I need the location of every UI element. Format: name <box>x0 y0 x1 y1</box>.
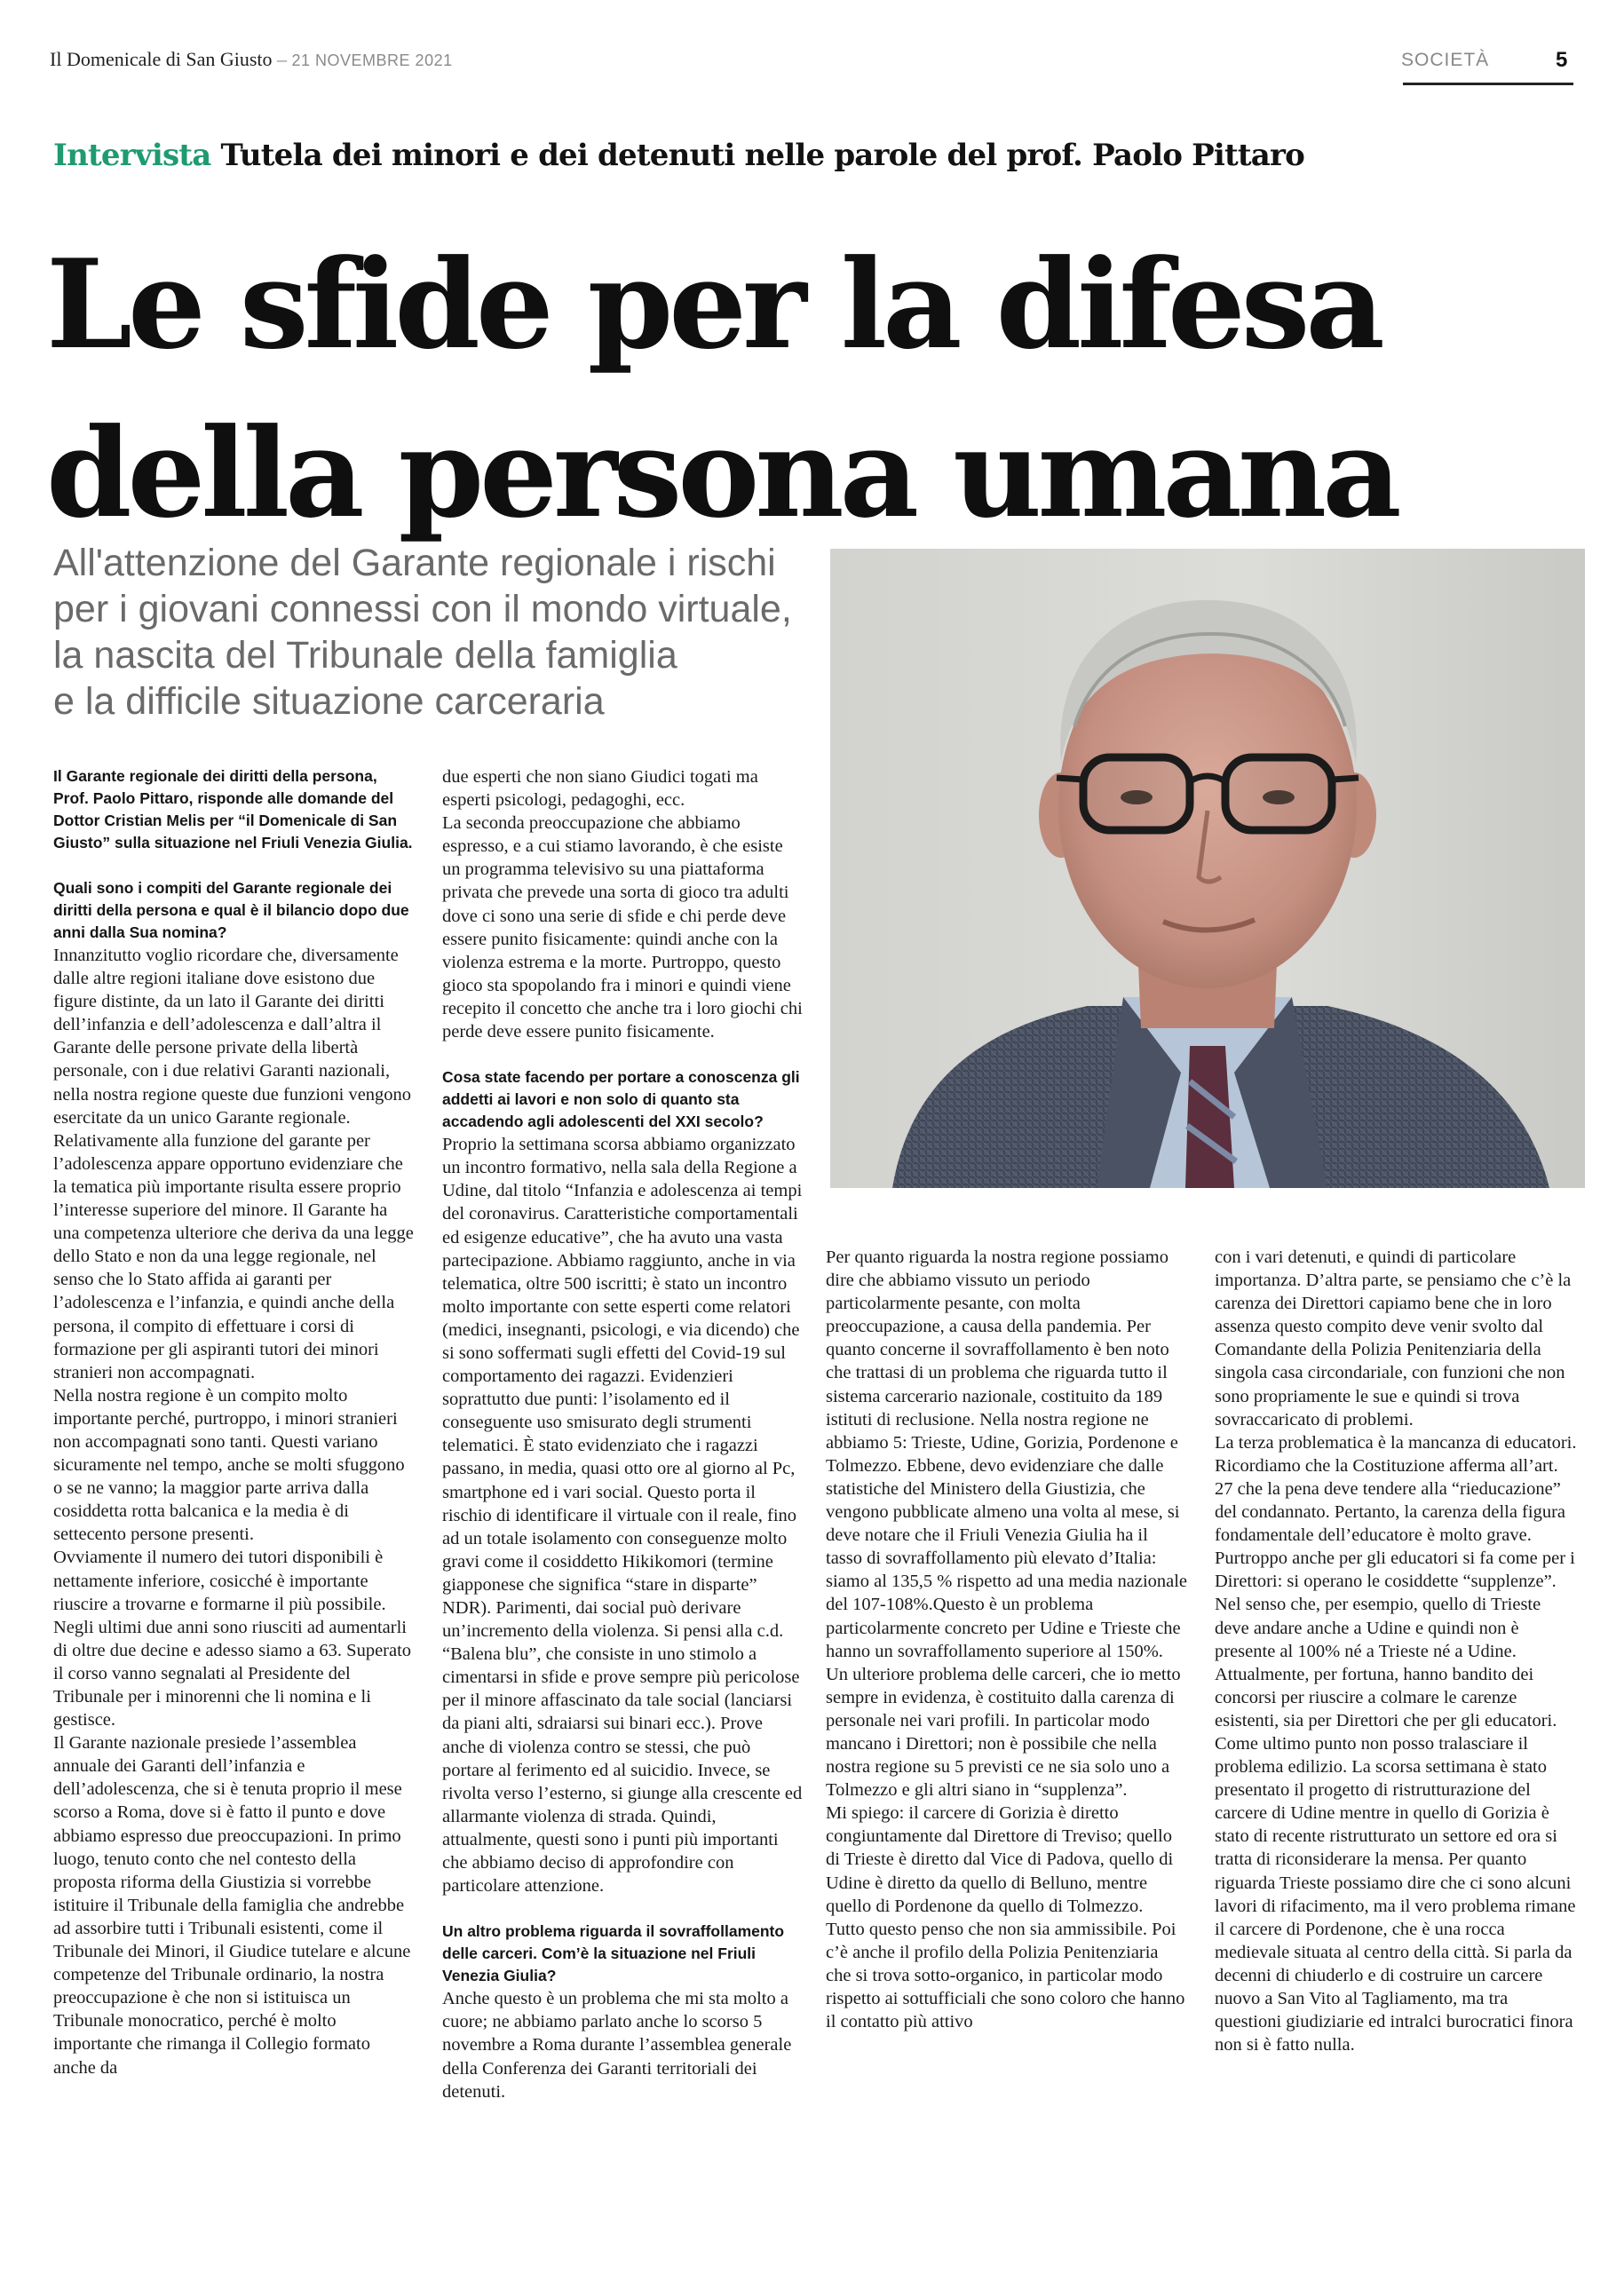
headline-line-1: Le sfide per la difesa <box>46 232 1381 376</box>
article-column-4 <box>1215 1246 1577 2056</box>
interview-question: Un altro problema riguarda il sovraffollamento delle carceri. Com’è la situazione nel Friuli Venezia Giulia? <box>442 1922 785 1985</box>
standfirst-line: e la difficile situazione carceraria <box>53 680 605 723</box>
answer-paragraph: Ovviamente il numero dei tutori disponibili è nettamente inferiore, cosicché è importante riuscire a trovarne e formarne il più possibile. Negli ultimi due anni sono riusciti ad aumentarli di oltre due decine e adesso siamo a 63. Superato il corso vanno segnalati al Presidente del Tribunale per i minorenni che li nomina e li gestisce. <box>53 1548 412 1730</box>
headline <box>46 220 1600 558</box>
article-column-2 <box>442 765 804 2103</box>
kicker-text: Tutela dei minori e dei detenuti nelle parole del prof. Paolo Pittaro <box>210 138 1305 173</box>
answer-paragraph: Relativamente alla funzione del garante per l’adolescenza appare opportuno evidenziare che la tematica più importante risulta essere proprio l’interesse superiore del minore. Il Garante ha una competenza ulteriore che deriva da una legge dello Stato e non da una legge regionale, nel senso che lo Stato affida ai garanti per l’adolescenza e l’infanzia, e quindi anche della persona, il compito di effettuare i corsi di formazione per gli aspiranti tutori dei minori stranieri non accompagnati. <box>53 1130 414 1382</box>
answer-paragraph: Tutto questo penso che non sia ammissibile. Poi c’è anche il profilo della Polizia Penitenziaria che si trova sotto-organico, in particolar modo rispetto ai sottufficiali che sono coloro che hanno il contatto più attivo <box>826 1919 1185 2032</box>
answer-paragraph: La seconda preoccupazione che abbiamo espresso, e a cui stiamo lavorando, è che esiste un programma televisivo su una piattaforma privata che prevede una sorta di gioco tra adulti dove ci sono una serie di sfide e chi perde deve essere punito fisicamente: quindi anche con la violenza estrema e la morte. Purtroppo, questo gioco sta spopolando fra i minori e quindi viene recepito il concetto che anche tra i loro giochi chi perde deve essere punito fisicamente. <box>442 813 803 1042</box>
answer-paragraph: Il Garante nazionale presiede l’assemblea annuale dei Garanti dell’infanzia e dell’adolescenza, che si è tenuta proprio il mese scorso a Roma, dove si è fatto il punto e dove abbiamo espresso due preoccupazioni. In primo luogo, tenuto conto che nel contesto della proposta riforma della Giustizia si vorrebbe istituire il Tribunale della famiglia che andrebbe ad assorbire tutti i Tribunali esistenti, come il Tribunale dei Minori, il Giudice tutelare e alcune competenze del Tribunale ordinario, la nostra preoccupazione è che non si istituisca un Tribunale monocratico, perché è molto importante che rimanga il Collegio formato anche da <box>53 1733 411 2078</box>
answer-paragraph: con i vari detenuti, e quindi di particolare importanza. D’altra parte, se pensiamo che c’è la carenza dei Direttori capiamo bene che in loro assenza questo compito deve venir svolto dal Comandante della Polizia Penitenziaria della singola casa circondariale, con funzioni che non sono propriamente le sue e quindi si trova sovraccaricato di problemi. <box>1215 1247 1572 1430</box>
kicker <box>53 138 1304 173</box>
article-column-3 <box>826 1246 1188 2033</box>
answer-paragraph: Attualmente, per fortuna, hanno bandito dei concorsi per riuscire a colmare le carenze esistenti, sia per Direttori che per gli educatori. <box>1215 1664 1557 1730</box>
interview-question: Cosa state facendo per portare a conoscenza gli addetti ai lavori e non solo di quanto sta accadendo agli adolescenti del XXI secolo? <box>442 1068 800 1131</box>
section-rule <box>1403 83 1573 85</box>
answer-paragraph: Purtroppo anche per gli educatori si fa come per i Direttori: si operano le cosiddette “supplenze”. Nel senso che, per esempio, quello di Trieste deve andare anche a Udine e quindi non è presente al 100% né a Trieste né a Udine. <box>1215 1548 1575 1661</box>
standfirst-line: per i giovani connessi con il mondo virtuale, <box>53 588 792 630</box>
answer-paragraph: Come ultimo punto non posso tralasciare il problema edilizio. La scorsa settimana è stato presentato il progetto di ristrutturazione del carcere di Udine mentre in quello di Gorizia è stato di recente ristrutturato un settore ed ora si tratta di riconsiderare la mensa. Per quanto riguarda Trieste possiamo dire che ci sono alcuni lavori di rifacimento, ma il vero problema rimane il carcere di Pordenone, che è una rocca medievale situata al centro della città. Si parla da decenni di chiuderlo e di costruire un carcere nuovo a San Vito al Tagliamento, ma tra questioni giudiziarie ed intralci burocratici finora non si è fatto nulla. <box>1215 1733 1576 2055</box>
kicker-label: Intervista <box>53 138 211 173</box>
masthead <box>50 48 453 71</box>
standfirst-line: All'attenzione del Garante regionale i rischi <box>53 542 776 584</box>
issue-date: 21 NOVEMBRE 2021 <box>291 51 453 69</box>
answer-paragraph: Anche questo è un problema che mi sta molto a cuore; ne abbiamo parlato anche lo scorso 5 novembre a Roma durante l’assemblea generale della Conferenza dei Garanti territoriali dei detenuti. <box>442 1989 792 2102</box>
standfirst <box>53 540 835 725</box>
answer-paragraph: Nella nostra regione è un compito molto importante perché, purtroppo, i minori stranieri non accompagnati sono tanti. Questi variano sicuramente nel tempo, anche se molti sfuggono o se ne vanno; la maggior parte arriva dalla cosiddetta rotta balcanica e la media è di settecento persone presenti. <box>53 1385 405 1545</box>
headline-line-2: della persona umana <box>46 400 1398 545</box>
section-label: SOCIETÀ <box>1401 50 1490 70</box>
answer-paragraph: Proprio la settimana scorsa abbiamo organizzato un incontro formativo, nella sala della Regione a Udine, dal titolo “Infanzia e adolescenza ai tempi del coronavirus. Caratteristiche comportamentali ed esigenze educative”, che ha avuto una vasta partecipazione. Abbiamo raggiunto, anche in via telematica, oltre 500 iscritti; è stato un incontro molto importante con sette esperti come relatori (medici, insegnanti, psicologi, e via dicendo) che si sono soffermati sugli effetti del Covid-19 sul comportamento dei ragazzi. Evidenzieri soprattutto due punti: l’isolamento ed il conseguente uso smisurato degli strumenti telematici. È stato evidenziato che i ragazzi passano, in media, quasi otto ore al giorno al Pc, smartphone ed i vari social. Questo porta il rischio di identificare il virtuale con il reale, fino ad un totale isolamento con conseguenze molto gravi come il cosiddetto Hikikomori (termine giapponese che significa “stare in disparte” NDR). Parimenti, dai social può derivare un’incremento della violenza. Si pensi alla c.d. “Balena blu”, che consiste in uno stimolo a cimentarsi in sfide e prove sempre più pericolose per il minore affascinato da tale social (lanciarsi da piani alti, sdraiarsi sui binari ecc.). Prove anche di violenza contro se stessi, che può portare al ferimento ed al suicidio. Invece, se rivolta verso l’esterno, si giunge alla crescente ed allarmante violenza di strada. Quindi, attualmente, questi sono i punti più importanti che abbiamo deciso di approfondire con particolare attenzione. <box>442 1135 803 1897</box>
article-column-1 <box>53 765 416 2079</box>
answer-paragraph: Per quanto riguarda la nostra regione possiamo dire che abbiamo vissuto un periodo particolarmente pesante, con molta preoccupazione, a causa della pandemia. Per quanto concerne il sovraffollamento è ben noto che trattasi di un problema che riguarda tutto il sistema carcerario nazionale, costituito da 189 istituti di reclusione. Nella nostra regione ne abbiamo 5: Trieste, Udine, Gorizia, Pordenone e Tolmezzo. Ebbene, devo evidenziare che dalle statistiche del Ministero della Giustizia, che vengono pubblicate almeno una volta al mese, si deve notare che il Friuli Venezia Giulia ha il tasso di sovraffollamento più elevato d’Italia: siamo al 135,5 % rispetto ad una media nazionale del 107-108%.Questo è un problema particolarmente concreto per Udine e Trieste che hanno un sovraffollamento superiore al 150%. Un ulteriore problema delle carceri, che io metto sempre in evidenza, è costituito dalla carenza di personale nei vari profili. In particolar modo mancano i Direttori; non è possibile che nella nostra regione su 5 previsti ce ne sia solo uno a Tolmezzo e gli altri siano in “supplenza”. <box>826 1247 1188 1801</box>
answer-paragraph: due esperti che non siano Giudici togati ma esperti psicologi, pedagoghi, ecc. <box>442 767 758 811</box>
answer-paragraph: La terza problematica è la mancanza di educatori. Ricordiamo che la Costituzione afferma all’art. 27 che la pena deve tendere alla “rieducazione” del condannato. Pertanto, la carenza della figura fondamentale dell’educatore è molto grave. <box>1215 1432 1577 1546</box>
masthead-separator: – <box>272 48 292 70</box>
answer-paragraph: Innanzitutto voglio ricordare che, diversamente dalle altre regioni italiane dove esistono due figure distinte, da un lato il Garante dei diritti dell’infanzia e dell’adolescenza e dall’altra il Garante delle persone private della libertà personale, con i due relativi Garanti nazionali, nella nostra regione queste due funzioni vengono esercitate da un unico Garante regionale. <box>53 946 412 1128</box>
standfirst-line: la nascita del Tribunale della famiglia <box>53 634 677 677</box>
publication-name: Il Domenicale di San Giusto <box>50 48 273 70</box>
interview-question: Quali sono i compiti del Garante regionale dei diritti della persona e qual è il bilancio dopo due anni dalla Sua nomina? <box>53 879 409 941</box>
page-number: 5 <box>1556 48 1568 72</box>
portrait-photo <box>830 549 1585 1188</box>
article-intro: Il Garante regionale dei diritti della persona, Prof. Paolo Pittaro, risponde alle domande del Dottor Cristian Melis per “il Domenicale di San Giusto” sulla situazione nel Friuli Venezia Giulia. <box>53 767 413 851</box>
answer-paragraph: Mi spiego: il carcere di Gorizia è diretto congiuntamente dal Direttore di Treviso; quello di Trieste è diretto dal Vice di Padova, quello di Udine è diretto da quello di Belluno, mentre quello di Pordenone da quello di Tolmezzo. <box>826 1803 1174 1916</box>
